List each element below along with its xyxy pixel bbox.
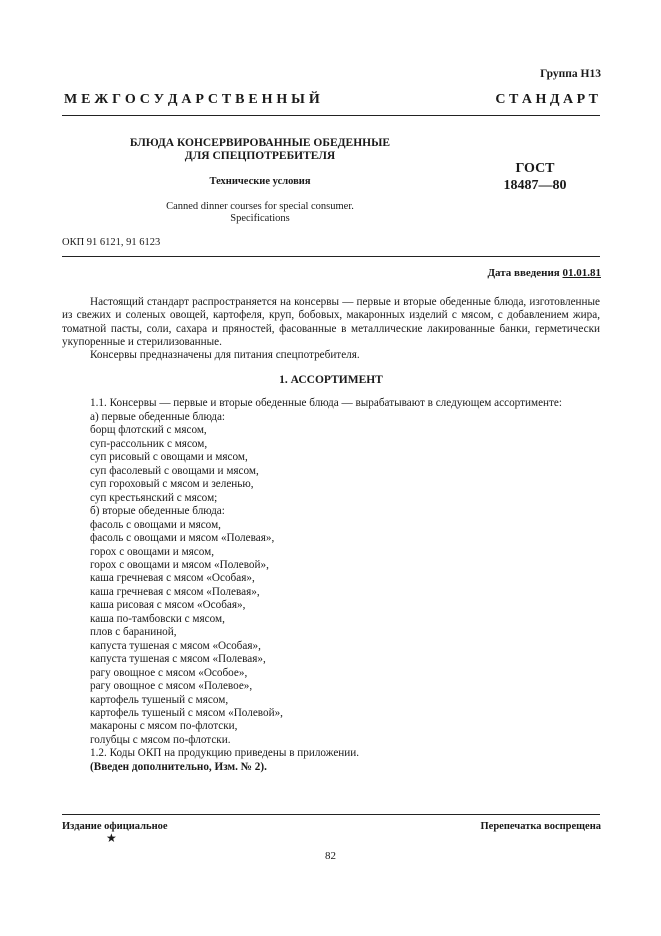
banner-standard: С Т А Н Д А Р Т — [495, 92, 598, 107]
clause-1-1 — [62, 397, 600, 410]
list-item: суп крестьянский с мясом; — [90, 491, 218, 504]
date-label: Дата введения — [487, 267, 560, 279]
list-item: горох с овощами и мясом «Полевой», — [90, 558, 269, 571]
standard-banner — [64, 92, 598, 108]
title-line-1: БЛЮДА КОНСЕРВИРОВАННЫЕ ОБЕДЕННЫЕ — [129, 137, 391, 149]
list-item: картофель тушеный с мясом, — [90, 693, 229, 706]
list-item: фасоль с овощами и мясом, — [90, 518, 221, 531]
gost-designation — [490, 160, 580, 194]
list-item: а) первые обеденные блюда: — [90, 411, 226, 423]
okp-codes: ОКП 91 6121, 91 6123 — [62, 237, 161, 248]
intro-paragraph-1: Настоящий стандарт распространяется на консервы — первые и вторые обеденные блюда, изготовленные из свежих и соленых овощей, картофеля, круп, бобовых, макаронных изделий с мясом, с добавлением жира, томатной пасты, соли, сахара и пряностей, фасованные в металлические лакированные банки, герметически укупоренные и стерилизованные. — [62, 296, 600, 348]
english-title-line-1: Canned dinner courses for special consumer. — [166, 201, 354, 212]
list-item: фасоль с овощами и мясом «Полевая», — [90, 532, 275, 545]
english-title-line-2: Specifications — [230, 213, 290, 224]
official-edition: Издание официальное — [62, 821, 168, 832]
list-item: суп гороховый с мясом и зеленью, — [90, 478, 254, 491]
list-item: суп рисовый с овощами и мясом, — [90, 451, 248, 464]
intro-paragraph-2: Консервы предназначены для питания спецпотребителя. — [90, 349, 360, 362]
list-item: б) вторые обеденные блюда: — [90, 505, 225, 518]
english-title — [120, 201, 400, 225]
banner-interstate: М Е Ж Г О С У Д А Р С Т В Е Н Н Ы Й — [64, 92, 320, 107]
reprint-prohibited: Перепечатка воспрещена — [480, 821, 601, 832]
list-item: каша гречневая с мясом «Полевая», — [90, 585, 260, 598]
title-line-2: ДЛЯ СПЕЦПОТРЕБИТЕЛЯ — [184, 150, 336, 162]
list-item: горох с овощами и мясом, — [90, 545, 215, 558]
list-item: капуста тушеная с мясом «Полевая», — [90, 653, 266, 666]
list-item: суп фасолевый с овощами и мясом, — [90, 464, 259, 477]
star-icon: ★ — [106, 831, 117, 845]
gost-label: ГОСТ — [515, 161, 555, 176]
assortment-list — [90, 411, 600, 774]
amendment-note: (Введен дополнительно, Изм. № 2). — [90, 760, 267, 773]
top-rule — [62, 115, 600, 116]
list-item: суп-рассольник с мясом, — [90, 437, 208, 450]
list-item: макароны с мясом по-флотски, — [90, 720, 238, 733]
group-code: Группа Н13 — [540, 68, 601, 80]
list-item: картофель тушеный с мясом «Полевой», — [90, 706, 283, 719]
list-item: плов с бараниной, — [90, 626, 177, 639]
list-item: каша рисовая с мясом «Особая», — [90, 599, 246, 612]
page-number: 82 — [325, 850, 336, 862]
list-item: рагу овощное с мясом «Особое», — [90, 666, 248, 679]
document-title — [120, 137, 400, 163]
section-heading: 1. АССОРТИМЕНТ — [279, 374, 383, 386]
clause-1-2: 1.2. Коды ОКП на продукцию приведены в приложении. — [90, 747, 360, 760]
list-item: капуста тушеная с мясом «Особая», — [90, 639, 261, 652]
document-subtitle: Технические условия — [209, 176, 311, 187]
clause-1-1-text: 1.1. Консервы — первые и вторые обеденные блюда — вырабатывают в следующем ассортименте: — [90, 397, 562, 409]
introduction-date — [487, 267, 601, 279]
list-item: голубцы с мясом по-флотски. — [90, 733, 231, 746]
middle-rule — [62, 256, 600, 257]
bottom-rule — [62, 814, 600, 815]
list-item: каша гречневая с мясом «Особая», — [90, 572, 255, 585]
date-value: 01.01.81 — [562, 267, 601, 279]
gost-number: 18487—80 — [503, 178, 567, 193]
list-item: рагу овощное с мясом «Полевое», — [90, 680, 253, 693]
intro-text — [62, 296, 600, 362]
list-item: каша по-тамбовски с мясом, — [90, 612, 225, 625]
list-item: борщ флотский с мясом, — [90, 424, 207, 437]
